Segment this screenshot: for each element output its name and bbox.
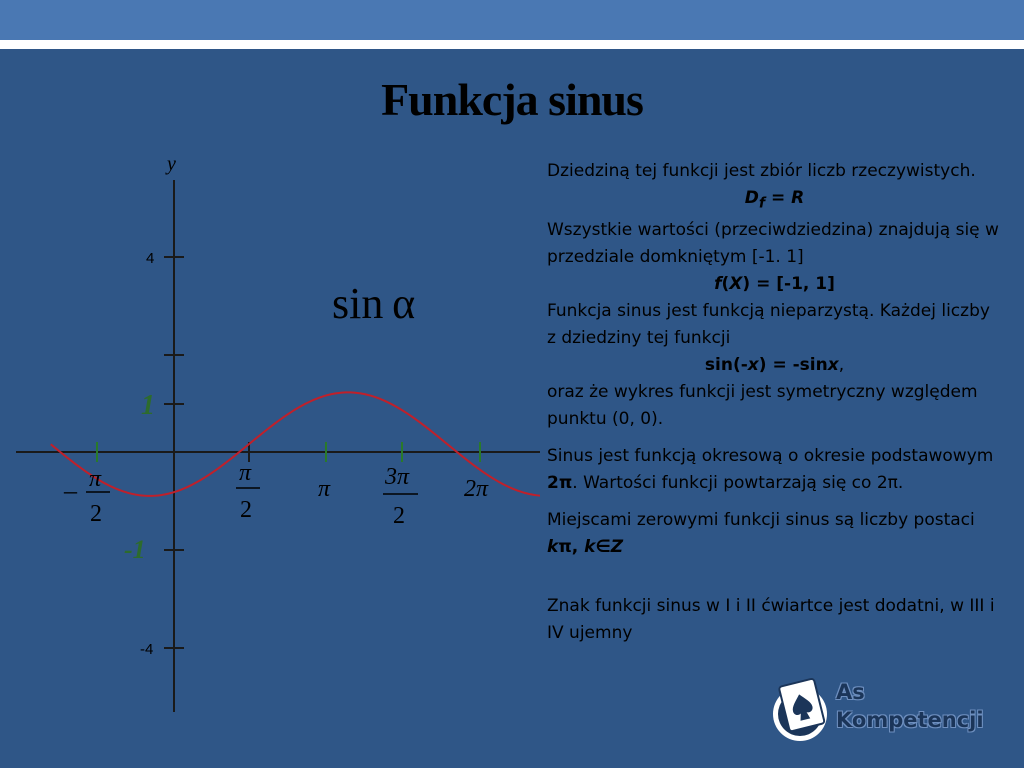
zeros-k: k xyxy=(547,537,559,558)
domain-formula-rest: = R xyxy=(765,188,805,208)
zeros-text-a: Miejscami zerowymi funkcji sinus są liczby postaci xyxy=(547,510,975,531)
top-divider xyxy=(0,40,1024,49)
odd-formula-x2: x xyxy=(827,355,839,376)
period-text-a: Sinus jest funkcją okresową o okresie podstawowym xyxy=(547,446,994,467)
sign-text: Znak funkcji sinus w I i II ćwiartce jest dodatni, w III i IV ujemny xyxy=(547,596,995,644)
range-formula-x: X xyxy=(729,274,743,295)
x-label-minus-pi-half-den: 2 xyxy=(90,501,102,527)
period-text-b: 2π xyxy=(547,473,573,494)
symmetry-text: oraz że wykres funkcji jest symetryczny względem punktu (0, 0). xyxy=(547,382,978,430)
range-formula-open: ( xyxy=(721,274,730,295)
x-label-pi-half-den: 2 xyxy=(240,497,252,523)
x-minus-sign: – xyxy=(64,476,77,505)
odd-formula-b: ) = -sin xyxy=(758,355,828,376)
y-tick-label-minus-1: -1 xyxy=(124,535,146,564)
zeros-z: ∈Z xyxy=(595,537,624,558)
as-kompetencji-logo xyxy=(770,676,1010,744)
odd-formula-x: x xyxy=(747,355,759,376)
zeros-pi: π, xyxy=(558,537,585,558)
x-label-3pi-half-num: 3π xyxy=(385,464,410,490)
x-label-3pi-half-den: 2 xyxy=(393,503,405,529)
range-formula xyxy=(547,271,1002,298)
x-label-pi-half-num: π xyxy=(239,460,252,486)
domain-formula-d: D xyxy=(744,188,759,208)
y-tick-label-4: 4 xyxy=(146,250,155,267)
y-axis-label: y xyxy=(167,153,176,175)
logo-text xyxy=(836,678,984,734)
x-label-pi: π xyxy=(318,476,331,502)
odd-formula-c: , xyxy=(838,355,845,376)
domain-formula-sub: f xyxy=(758,195,766,212)
x-label-minus-pi-half-num: π xyxy=(89,466,102,492)
domain-text: Dziedziną tej funkcji jest zbiór liczb rzeczywistych. xyxy=(547,161,976,181)
domain-formula xyxy=(547,185,1002,217)
description-panel xyxy=(547,158,1002,647)
spade-card-icon xyxy=(770,676,834,744)
zeros-k2: k xyxy=(584,537,596,558)
period-text xyxy=(547,443,1002,497)
period-text-c: . Wartości funkcji powtarzają się co 2π. xyxy=(572,473,904,494)
slide-title: Funkcja sinus xyxy=(381,74,643,125)
sine-graph xyxy=(0,145,540,720)
odd-function-text: Funkcja sinus jest funkcją nieparzystą. Każdej liczby z dziedziny tej funkcji xyxy=(547,301,990,349)
y-tick-label-1: 1 xyxy=(141,390,155,421)
odd-formula xyxy=(547,352,1002,379)
zeros-text xyxy=(547,507,1002,561)
top-banner xyxy=(0,0,1024,40)
x-label-2pi: 2π xyxy=(464,476,489,502)
odd-formula-a: sin(- xyxy=(704,355,748,376)
range-formula-rest: ) = [-1, 1] xyxy=(742,274,835,295)
y-tick-label-minus-4: -4 xyxy=(140,641,154,658)
range-text: Wszystkie wartości (przeciwdziedzina) znajdują się w przedziale domkniętym [-1. 1] xyxy=(547,220,999,268)
range-formula-f: f xyxy=(714,274,722,295)
logo-line-1: As xyxy=(836,680,865,704)
sin-alpha-label: sin α xyxy=(332,279,416,328)
logo-line-2: Kompetencji xyxy=(836,708,984,732)
